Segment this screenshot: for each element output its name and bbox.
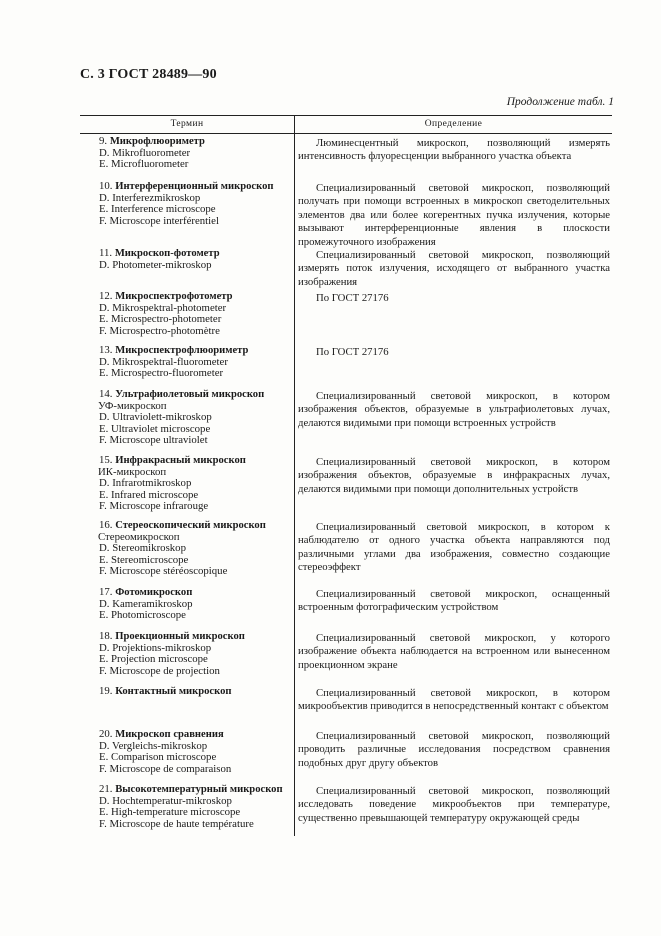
definition-cell bbox=[298, 588, 610, 615]
definition-text: По ГОСТ 27176 bbox=[316, 346, 389, 358]
term-number: 16. bbox=[99, 519, 113, 531]
term-number: 12. bbox=[99, 290, 113, 302]
term-foreign-equivalent: F. Microscope de haute température bbox=[99, 817, 254, 830]
term-russian: Интерференционный микроскоп bbox=[115, 181, 274, 192]
definition-cell bbox=[298, 249, 610, 289]
term-foreign-equivalent: E. Stereomicroscope bbox=[99, 553, 189, 566]
term-foreign-equivalent: E. Infrared microscope bbox=[99, 488, 199, 501]
term-number: 11. bbox=[99, 247, 113, 259]
definition-text: Люминесцентный микроскоп, позволяющий измерять интенсивность флуоресценции выбранного участка объекта bbox=[298, 137, 610, 163]
term-number: 18. bbox=[99, 630, 113, 642]
term-foreign-equivalent: F. Microspectro-photomètre bbox=[99, 324, 220, 337]
term-heading bbox=[99, 136, 291, 148]
term-cell bbox=[99, 389, 291, 447]
term-foreign-equivalent: D. Projektions-mikroskop bbox=[99, 641, 212, 654]
term-russian: Микроспектрофотометр bbox=[115, 291, 233, 302]
term-foreign-equivalent: E. Interference microscope bbox=[99, 203, 216, 216]
term-russian: Инфракрасный микроскоп bbox=[115, 455, 246, 466]
definition-text: Специализированный световой микроскоп, позволяющий исследовать поведение микрообъектов при температуре, существенно превышающей температуру окружающей среды bbox=[298, 785, 610, 824]
term-foreign-equivalent: E. Ultraviolet microscope bbox=[99, 422, 211, 435]
term-cell bbox=[99, 136, 291, 171]
term-foreign-equivalent: D. Photometer-mikroskop bbox=[99, 258, 212, 271]
term-foreign-equivalent: D. Mikrospektral-fluorometer bbox=[99, 355, 228, 368]
definition-text: Специализированный световой микроскоп, в котором микрообъектив приводится в непосредственный контакт с объектом bbox=[298, 687, 610, 713]
term-foreign-equivalent: D. Kameramikroskop bbox=[99, 597, 193, 610]
term-russian: Проекционный микроскоп bbox=[115, 631, 245, 642]
definition-text: Специализированный световой микроскоп, оснащенный встроенным фотографическим устройством bbox=[298, 588, 610, 614]
definition-cell bbox=[298, 521, 610, 575]
term-heading bbox=[99, 345, 291, 357]
term-heading bbox=[99, 291, 291, 303]
definition-text: Специализированный световой микроскоп, в котором изображения объектов, образуемые в ультрафиолетовых лучах, делаются видимыми при помощи встроенных устройств bbox=[298, 390, 610, 429]
term-number: 17. bbox=[99, 586, 113, 598]
term-russian: Микроспектрофлюориметр bbox=[115, 345, 249, 356]
table-top-rule bbox=[80, 115, 612, 116]
term-heading bbox=[99, 389, 291, 401]
term-russian: Микроскоп сравнения bbox=[115, 729, 224, 740]
definition-text: По ГОСТ 27176 bbox=[316, 292, 389, 304]
term-number: 21. bbox=[99, 783, 113, 795]
definition-cell bbox=[298, 730, 610, 770]
definition-text: Специализированный световой микроскоп, в котором изображения объектов, образуемые в инфракрасных лучах, делаются видимыми при помощи дополнительных устройств bbox=[298, 456, 610, 495]
term-foreign-equivalent: D. Stereomikroskop bbox=[99, 542, 186, 555]
term-cell bbox=[99, 784, 291, 830]
definition-text: Специализированный световой микроскоп, у которого изображение объекта наблюдается на встроенном или вынесенном проекционном экране bbox=[298, 632, 610, 671]
term-number: 13. bbox=[99, 344, 113, 356]
term-foreign-equivalent: F. Microscope stéréoscopique bbox=[99, 565, 228, 578]
term-heading bbox=[99, 686, 291, 698]
definition-text: Специализированный световой микроскоп, позволяющий проводить различные исследования посредством сравнения подобных друг другу объектов bbox=[298, 730, 610, 769]
term-synonym: Стереомикроскоп bbox=[98, 530, 180, 543]
definition-cell bbox=[298, 346, 610, 359]
term-number: 15. bbox=[99, 454, 113, 466]
term-foreign-equivalent: D. Ultraviolett-mikroskop bbox=[99, 411, 212, 424]
term-russian: Фотомикроскоп bbox=[115, 587, 193, 598]
term-heading bbox=[99, 455, 291, 467]
term-number: 19. bbox=[99, 685, 113, 697]
definition-cell bbox=[298, 390, 610, 430]
term-number: 10. bbox=[99, 180, 113, 192]
term-heading bbox=[99, 729, 291, 741]
term-foreign-equivalent: D. Infrarotmikroskop bbox=[99, 477, 192, 490]
definition-text: Специализированный световой микроскоп, позволяющий получать при помощи встроенных в микроскоп светоделительных элементов два или более когерентных пучка излучения, которые вызывают интерференционные явления в плоскости промежуточного изображения bbox=[298, 182, 610, 248]
term-cell bbox=[99, 455, 291, 513]
term-synonym: УФ-микроскоп bbox=[98, 399, 167, 412]
term-foreign-equivalent: E. Microspectro-photometer bbox=[99, 313, 222, 326]
term-heading bbox=[99, 631, 291, 643]
definition-text: Специализированный световой микроскоп, в котором к наблюдателю от одного участка объекта направляются под различными углами два изображения, совместно создающие стереоэффект bbox=[298, 521, 610, 574]
term-cell bbox=[99, 729, 291, 775]
definition-cell bbox=[298, 137, 610, 164]
term-synonym: ИК-микроскоп bbox=[98, 465, 167, 478]
table-header-rule bbox=[80, 133, 612, 134]
term-foreign-equivalent: E. Photomicroscope bbox=[99, 609, 186, 622]
term-number: 9. bbox=[99, 135, 108, 147]
definition-cell bbox=[298, 632, 610, 672]
term-cell bbox=[99, 686, 291, 698]
term-foreign-equivalent: D. Mikrofluorometer bbox=[99, 146, 191, 159]
term-foreign-equivalent: F. Microscope de comparaison bbox=[99, 762, 232, 775]
term-russian: Ультрафиолетовый микроскоп bbox=[115, 389, 265, 400]
term-russian: Стереоскопический микроскоп bbox=[115, 520, 266, 531]
term-foreign-equivalent: E. Microspectro-fluorometer bbox=[99, 367, 224, 380]
term-heading bbox=[99, 520, 291, 532]
term-foreign-equivalent: F. Microscope ultraviolet bbox=[99, 434, 208, 447]
term-cell bbox=[99, 291, 291, 337]
term-cell bbox=[99, 587, 291, 622]
table-continuation-label: Продолжение табл. 1 bbox=[506, 96, 614, 108]
definition-cell bbox=[298, 785, 610, 825]
term-cell bbox=[99, 520, 291, 578]
definition-cell bbox=[298, 456, 610, 496]
term-heading bbox=[99, 248, 291, 260]
term-foreign-equivalent: E. Microfluorometer bbox=[99, 158, 189, 171]
term-heading bbox=[99, 784, 291, 796]
term-foreign-equivalent: F. Microscope infrarouge bbox=[99, 500, 209, 513]
definition-cell bbox=[298, 182, 610, 249]
term-foreign-equivalent: E. High-temperature microscope bbox=[99, 806, 241, 819]
term-russian: Микроскоп-фотометр bbox=[114, 248, 220, 259]
definition-cell bbox=[298, 292, 610, 305]
column-divider bbox=[294, 116, 295, 836]
term-russian: Контактный микроскоп bbox=[115, 686, 232, 697]
term-cell bbox=[99, 345, 291, 380]
page-header: С. 3 ГОСТ 28489—90 bbox=[80, 67, 217, 82]
column-header-definition: Определение bbox=[424, 119, 483, 129]
term-foreign-equivalent: D. Interferezmikroskop bbox=[99, 191, 201, 204]
term-foreign-equivalent: D. Hochtemperatur-mikroskop bbox=[99, 794, 232, 807]
term-russian: Микрофлюориметр bbox=[109, 136, 205, 147]
term-foreign-equivalent: E. Projection microscope bbox=[99, 653, 208, 666]
term-cell bbox=[99, 631, 291, 677]
term-foreign-equivalent: F. Microscope interférentiel bbox=[99, 214, 219, 227]
term-cell bbox=[99, 181, 291, 227]
term-heading bbox=[99, 587, 291, 599]
term-foreign-equivalent: E. Comparison microscope bbox=[99, 751, 217, 764]
term-foreign-equivalent: F. Microscope de projection bbox=[99, 664, 220, 677]
column-header-term: Термин bbox=[170, 119, 204, 129]
term-number: 14. bbox=[99, 388, 113, 400]
term-russian: Высокотемпературный микроскоп bbox=[115, 784, 283, 795]
definition-text: Специализированный световой микроскоп, позволяющий измерять поток излучения, исходящего от выбранного участка изображения bbox=[298, 249, 610, 288]
term-foreign-equivalent: D. Mikrospektral-photometer bbox=[99, 301, 227, 314]
term-foreign-equivalent: D. Vergleichs-mikroskop bbox=[99, 739, 208, 752]
term-number: 20. bbox=[99, 728, 113, 740]
definition-cell bbox=[298, 687, 610, 714]
term-cell bbox=[99, 248, 291, 271]
term-heading bbox=[99, 181, 291, 193]
